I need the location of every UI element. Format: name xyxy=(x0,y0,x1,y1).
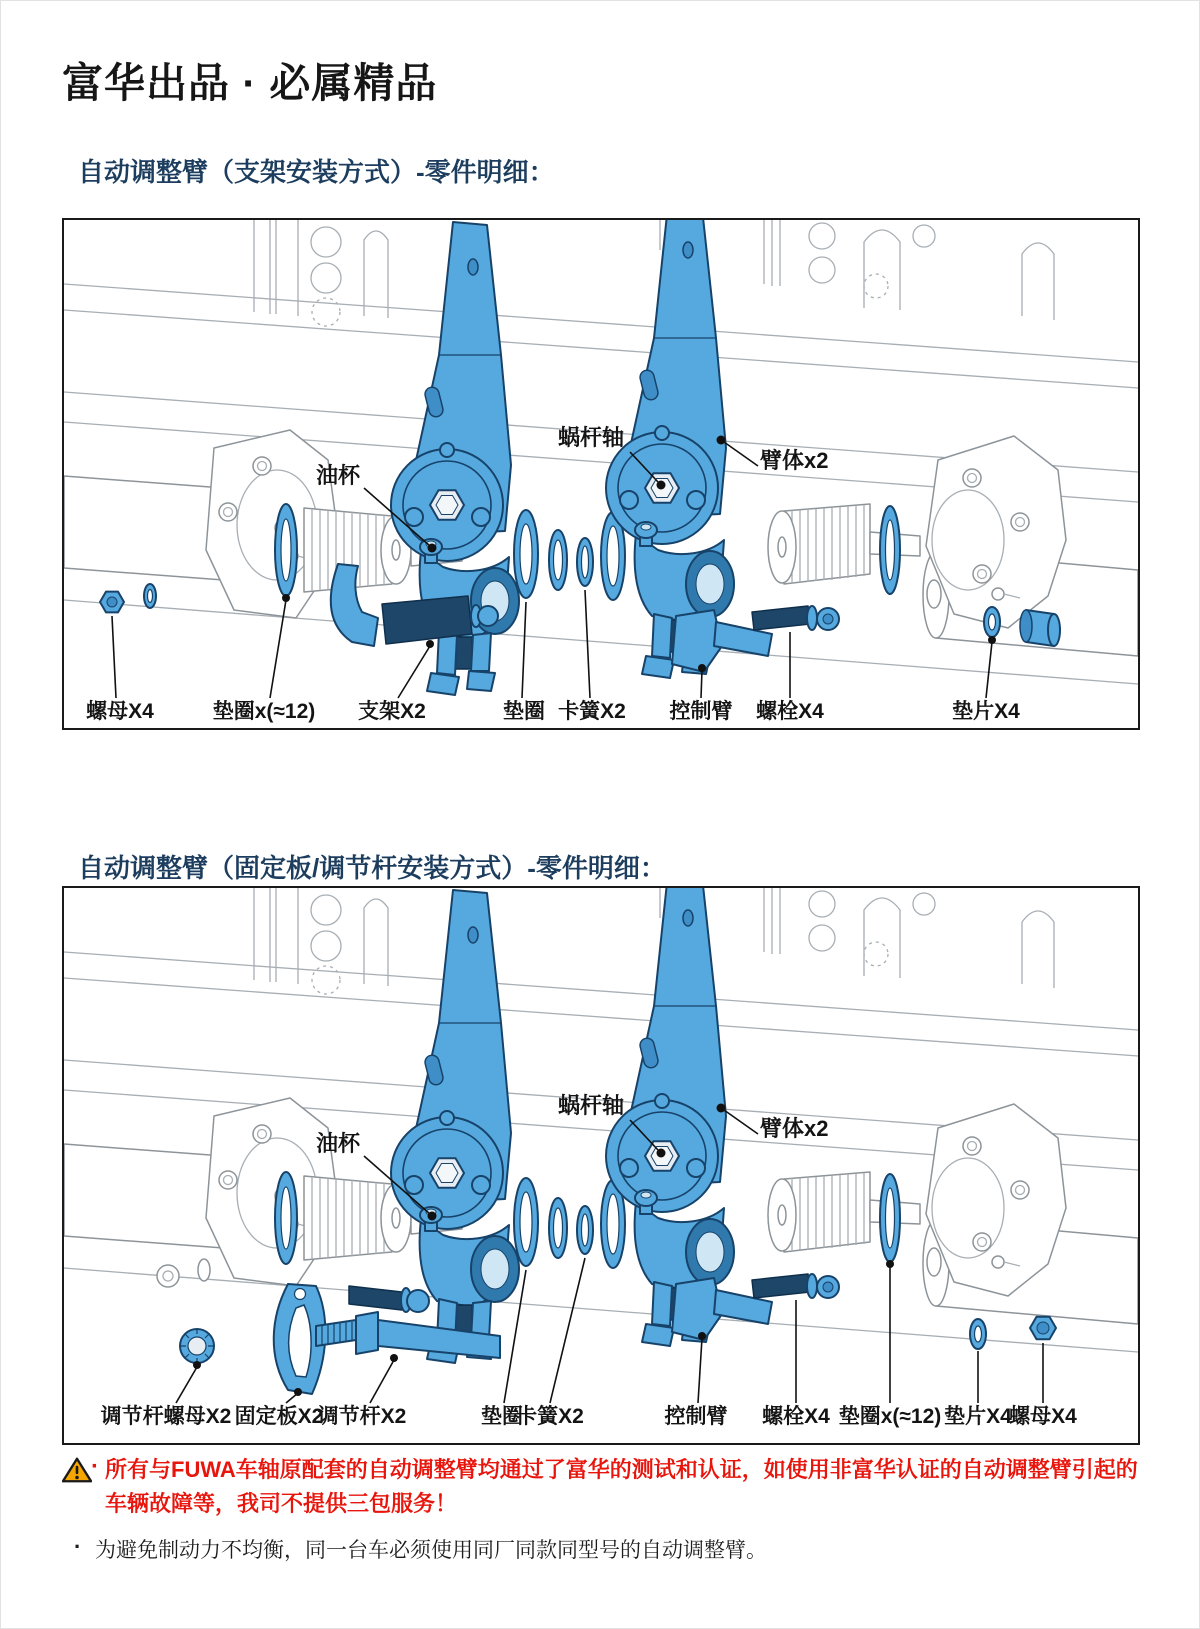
p2-label-rod-nut: 调节杆螺母X2 xyxy=(100,1405,232,1428)
panel-bracket-mount-diagram xyxy=(62,218,1140,730)
p1-callout-worm-shaft: 蜗杆轴 xyxy=(558,425,625,450)
warning-bullet: · xyxy=(91,1453,99,1480)
p1-label-control-arm: 控制臂 xyxy=(669,700,733,723)
warning-line2: 车辆故障等，我司不提供三包服务！ xyxy=(105,1491,458,1516)
brand-slogan: 富华出品 · 必属精品 xyxy=(62,60,438,106)
p2-callout-oil-cup: 油杯 xyxy=(316,1131,361,1156)
p1-label-shim: 垫片X4 xyxy=(952,700,1020,723)
p1-label-snap-ring: 卡簧X2 xyxy=(558,700,626,723)
section1-title: 自动调整臂（支架安装方式）-零件明细： xyxy=(78,157,555,187)
p2-label-adjusting-rod: 调节杆X2 xyxy=(317,1405,407,1428)
p2-label-nut: 螺母X4 xyxy=(1009,1405,1077,1428)
p1-label-bolt: 螺栓X4 xyxy=(756,700,824,723)
p2-label-control-arm: 控制臂 xyxy=(664,1405,728,1428)
p2-callout-worm-shaft: 蜗杆轴 xyxy=(558,1093,625,1118)
p2-label-bolt: 螺栓X4 xyxy=(762,1405,830,1428)
exploded-view-plate-rod-mount xyxy=(64,888,1138,1443)
p1-label-bracket: 支架X2 xyxy=(358,700,426,723)
panel-plate-rod-mount-diagram xyxy=(62,886,1140,1445)
p1-callout-oil-cup: 油杯 xyxy=(316,463,361,488)
warning-row xyxy=(62,1453,1147,1523)
p1-label-nut: 螺母X4 xyxy=(86,700,154,723)
warning-line1: 所有与FUWA车轴原配套的自动调整臂均通过了富华的测试和认证，如使用非富华认证的自动调整臂引起的 xyxy=(105,1457,1138,1482)
exploded-view-bracket-mount xyxy=(64,220,1138,728)
p2-label-washer: 垫圈 xyxy=(481,1405,523,1428)
p1-label-washer: 垫圈 xyxy=(503,700,545,723)
warning-icon xyxy=(62,1456,92,1484)
p2-label-washer-x12: 垫圈x(≈12) xyxy=(838,1405,942,1428)
p2-label-fixed-plate: 固定板X2 xyxy=(234,1405,324,1428)
p1-label-washer-x12: 垫圈x(≈12) xyxy=(212,700,316,723)
note-row xyxy=(62,1536,1147,1566)
notes-section xyxy=(62,1453,1147,1566)
p1-callout-arm-body: 臂体x2 xyxy=(760,448,829,473)
warning-text xyxy=(105,1453,1147,1521)
p2-callout-arm-body: 臂体x2 xyxy=(760,1116,829,1141)
section2-title: 自动调整臂（固定板/调节杆安装方式）-零件明细： xyxy=(78,853,666,883)
note-bullet: · xyxy=(74,1534,82,1559)
p2-label-snap-ring: 卡簧X2 xyxy=(516,1405,584,1428)
note-text: 为避免制动力不均衡，同一台车必须使用同厂同款同型号的自动调整臂。 xyxy=(95,1539,767,1562)
p2-label-shim: 垫片X4 xyxy=(944,1405,1012,1428)
